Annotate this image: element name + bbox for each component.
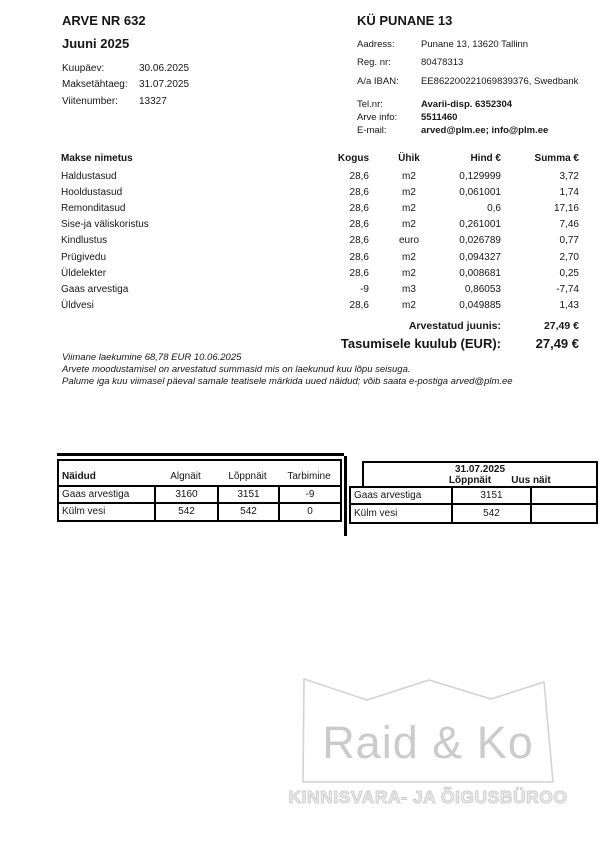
recipient-field-row — [357, 72, 599, 91]
charge-sum: 7,46 — [559, 219, 579, 231]
charge-row — [57, 200, 583, 216]
meta-value: 31.07.2025 — [139, 79, 190, 91]
readings-col-end: Lõppnäit — [228, 471, 267, 482]
charge-name: Gaas arvestiga — [61, 283, 129, 295]
charge-row — [57, 184, 583, 200]
watermark-company-name: Raid & Ko — [322, 717, 534, 768]
recipient-name: KÜ PUNANE 13 — [357, 13, 453, 28]
notes-block — [62, 352, 513, 389]
charge-qty: 28,6 — [349, 202, 369, 214]
charge-price: 0,026789 — [459, 235, 501, 247]
col-header-name: Makse nimetus — [61, 153, 133, 164]
charge-qty: -9 — [360, 283, 369, 295]
amount-due-row — [57, 334, 583, 352]
meta-label: Viitenumber: — [62, 95, 118, 107]
charge-name: Haldustasud — [61, 170, 117, 182]
meta-label: Maksetähtaeg: — [62, 79, 128, 91]
reading-name: Gaas arvestiga — [62, 488, 130, 500]
subtotal-row — [57, 317, 583, 334]
next-readings-header — [362, 461, 598, 486]
readings-header-row — [59, 461, 340, 487]
invoice-meta-row — [62, 60, 189, 77]
charge-qty: 28,6 — [349, 235, 369, 247]
charge-name: Üldelekter — [61, 267, 107, 279]
col-header-qty: Kogus — [337, 153, 369, 164]
charge-sum: -7,74 — [556, 283, 579, 295]
charge-sum: 17,16 — [553, 202, 579, 214]
charge-sum: 1,43 — [559, 300, 579, 312]
charge-qty: 28,6 — [349, 186, 369, 198]
charge-name: Hooldustasud — [61, 186, 123, 198]
readings-vertical-divider — [344, 456, 347, 536]
recipient-field-value: 5511460 — [421, 111, 458, 123]
charge-sum: 0,77 — [559, 235, 579, 247]
charge-price: 0,6 — [487, 202, 501, 214]
readings-table-current — [57, 459, 342, 522]
recipient-field-row — [357, 111, 599, 124]
next-col-end: Lõppnäit — [448, 475, 492, 486]
note-line: Viimane laekumine 68,78 EUR 10.06.2025 — [62, 352, 242, 363]
recipient-field-value: 80478313 — [421, 57, 464, 69]
charge-qty: 28,6 — [349, 170, 369, 182]
subtotal-value: 27,49 € — [543, 319, 579, 332]
reading-usage: -9 — [278, 487, 340, 502]
next-reading-row — [351, 505, 596, 522]
readings-col-usage: Tarbimine — [287, 471, 331, 482]
recipient-field-value: Avarii-disp. 6352304 — [421, 98, 513, 110]
invoice-period: Juuni 2025 — [62, 36, 130, 51]
watermark-tagline: KINNISVARA- JA ÕIGUSBÜROO — [288, 787, 568, 807]
readings-rows — [59, 487, 340, 520]
recipient-field-row — [357, 35, 599, 54]
recipient-block — [357, 13, 599, 137]
meta-label: Kuupäev: — [62, 62, 105, 74]
next-col-new: Uus näit — [511, 475, 551, 486]
charge-unit: m2 — [402, 186, 416, 198]
col-header-unit: Ühik — [398, 153, 420, 164]
invoice-meta-row — [62, 93, 189, 110]
charge-unit: m2 — [402, 300, 416, 312]
charge-qty: 28,6 — [349, 219, 369, 231]
recipient-field-value: arved@plm.ee; info@plm.ee — [421, 124, 549, 136]
charge-sum: 3,72 — [559, 170, 579, 182]
reading-row — [59, 487, 340, 504]
charges-header-row — [57, 150, 583, 167]
charge-unit: m2 — [402, 219, 416, 231]
next-readings-date: 31.07.2025 — [454, 464, 506, 475]
recipient-field-value: EE862200221069839376, Swedbank — [421, 75, 579, 87]
charge-row — [57, 281, 583, 297]
next-reading-end: 542 — [451, 505, 530, 522]
next-reading-name: Külm vesi — [354, 508, 398, 519]
charge-name: Üldvesi — [61, 300, 94, 312]
charge-row — [57, 217, 583, 233]
charge-row — [57, 265, 583, 281]
meta-value: 13327 — [139, 95, 167, 107]
next-reading-end: 3151 — [451, 488, 530, 503]
charge-unit: m2 — [402, 251, 416, 263]
invoice-title: ARVE NR 632 — [62, 13, 146, 28]
company-watermark — [288, 671, 568, 821]
recipient-field-row — [357, 124, 599, 137]
note-line: Arvete moodustamisel on arvestatud summasid mis on laekunud kuu lõpu seisuga. — [62, 364, 411, 376]
recipient-fields — [357, 35, 599, 137]
charge-sum: 1,74 — [559, 186, 579, 198]
recipient-field-row — [357, 54, 599, 73]
charge-unit: m2 — [402, 170, 416, 182]
reading-start: 3160 — [154, 487, 217, 502]
amount-due-label: Tasumisele kuulub (EUR): — [340, 335, 501, 351]
recipient-field-row — [357, 98, 599, 111]
charge-row — [57, 168, 583, 184]
charge-name: Remonditasud — [61, 202, 126, 214]
charge-qty: 28,6 — [349, 300, 369, 312]
charge-row — [57, 249, 583, 265]
reading-end: 3151 — [217, 487, 278, 502]
charge-name: Kindlustus — [61, 235, 108, 247]
reading-row — [59, 504, 340, 521]
next-reading-new-cell — [530, 488, 596, 503]
charges-rows — [57, 168, 583, 314]
readings-table-next — [349, 461, 598, 524]
readings-col-start: Algnäit — [170, 471, 201, 482]
charge-price: 0,049885 — [459, 300, 501, 312]
recipient-field-label: A/a IBAN: — [357, 75, 399, 87]
next-reading-name: Gaas arvestiga — [354, 490, 422, 501]
meta-value: 30.06.2025 — [139, 62, 190, 74]
totals-block — [57, 317, 583, 352]
recipient-field-label: Arve info: — [357, 111, 398, 123]
col-header-sum: Summa € — [534, 153, 579, 164]
charge-price: 0,008681 — [459, 267, 501, 279]
next-readings-rows — [349, 486, 598, 524]
charge-name: Sise-ja väliskoristus — [61, 219, 149, 231]
next-reading-row — [351, 488, 596, 505]
charge-unit: euro — [398, 235, 419, 247]
charge-price: 0,129999 — [459, 170, 501, 182]
invoice-meta-fields — [62, 60, 189, 110]
note-line: Palume iga kuu viimasel päeval samale teatisele märkida uued näidud; võib saata e-postiga arved@plm.ee — [62, 376, 513, 388]
charge-qty: 28,6 — [349, 267, 369, 279]
readings-top-rule — [57, 453, 344, 456]
charge-price: 0,86053 — [464, 283, 501, 295]
next-reading-new-cell — [530, 505, 596, 522]
invoice-header-block — [62, 13, 189, 110]
charge-row — [57, 298, 583, 314]
recipient-field-label: Tel.nr: — [357, 98, 383, 110]
charge-sum: 2,70 — [559, 251, 579, 263]
charge-unit: m2 — [402, 202, 416, 214]
recipient-field-value: Punane 13, 13620 Tallinn — [421, 38, 529, 50]
reading-usage: 0 — [278, 504, 340, 521]
amount-due-value: 27,49 € — [535, 335, 579, 351]
charge-price: 0,261001 — [459, 219, 501, 231]
recipient-field-label: E-mail: — [357, 124, 387, 136]
charge-sum: 0,25 — [559, 267, 579, 279]
invoice-meta-row — [62, 77, 189, 94]
readings-col-name: Näidud — [62, 471, 96, 482]
charge-unit: m2 — [402, 267, 416, 279]
reading-start: 542 — [154, 504, 217, 521]
charge-price: 0,094327 — [459, 251, 501, 263]
charge-price: 0,061001 — [459, 186, 501, 198]
recipient-field-label: Reg. nr: — [357, 57, 391, 69]
charge-qty: 28,6 — [349, 251, 369, 263]
charge-row — [57, 233, 583, 249]
charge-name: Prügivedu — [61, 251, 107, 263]
charge-unit: m3 — [402, 283, 416, 295]
col-header-price: Hind € — [470, 153, 501, 164]
recipient-field-label: Aadress: — [357, 38, 395, 50]
subtotal-label: Arvestatud juunis: — [408, 319, 501, 332]
reading-end: 542 — [217, 504, 278, 521]
charges-table — [57, 150, 583, 314]
reading-name: Külm vesi — [62, 506, 106, 518]
